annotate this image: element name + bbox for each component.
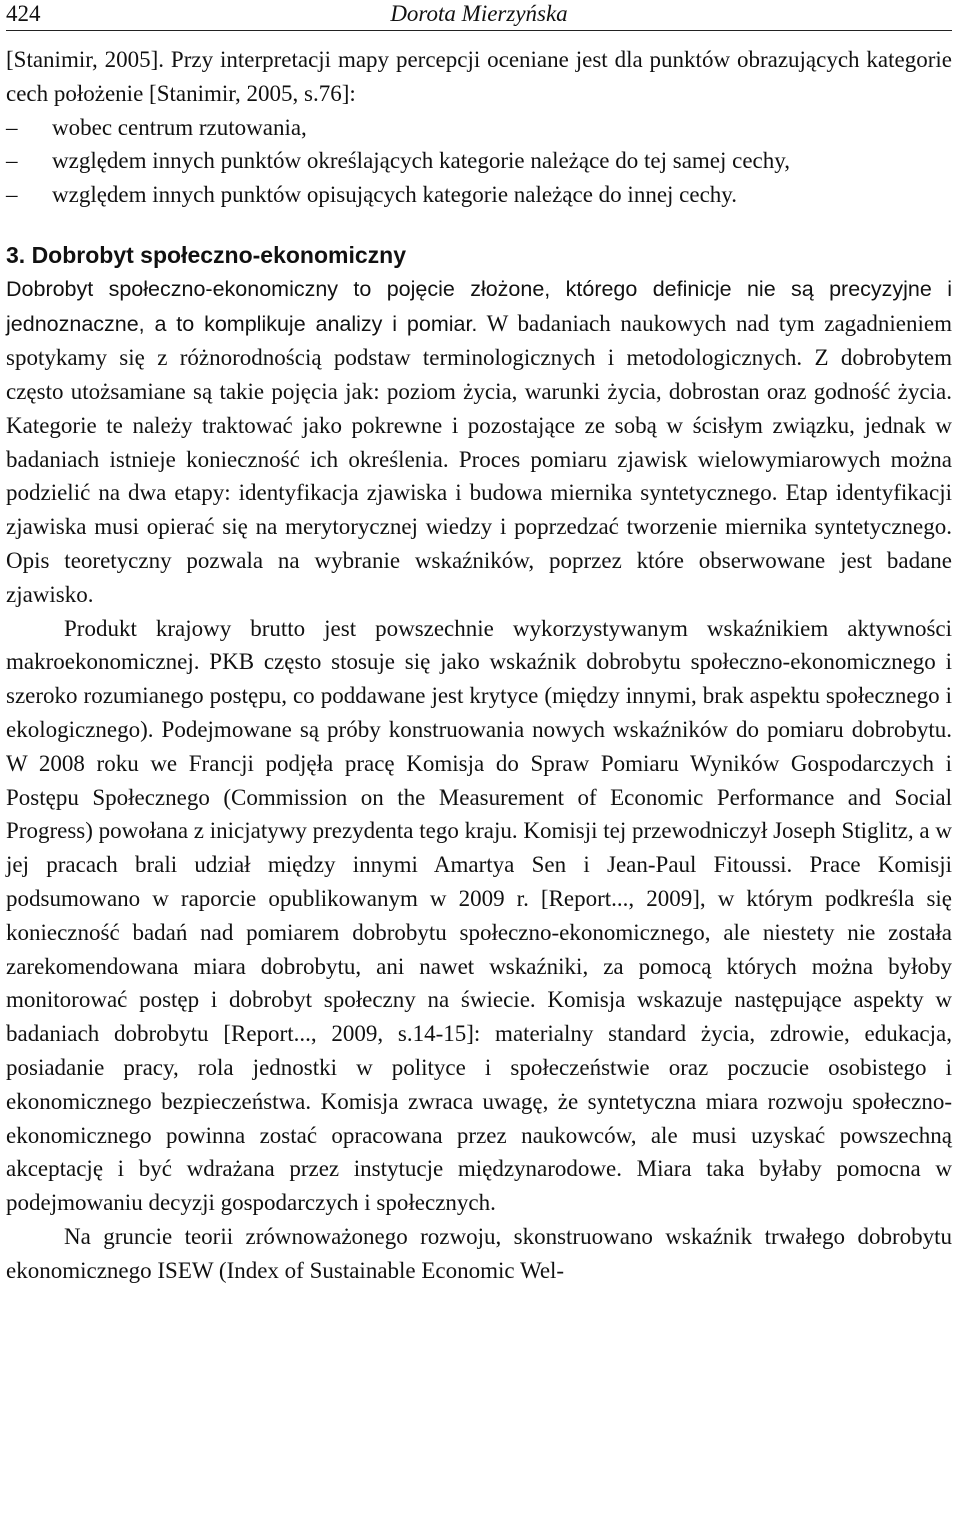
- list-item: [6, 144, 952, 178]
- document-page: [6, 0, 952, 1287]
- list-item: [6, 178, 952, 212]
- list-item-text: względem innych punktów określających kategorie należące do tej samej cechy,: [52, 148, 791, 174]
- section-lead-sentence: Dobrobyt społeczno-ekonomiczny to pojęcie złożone, którego definicje nie są precyzyjne i jednoznaczne, a to komplikuje analizy i pomiar.: [6, 276, 952, 336]
- criteria-list: [6, 111, 952, 212]
- dash-marker: –: [6, 114, 18, 140]
- section-heading: 3. Dobrobyt społeczno-ekonomiczny: [6, 241, 406, 268]
- paragraph-pkb: Produkt krajowy brutto jest powszechnie wykorzystywanym wskaźnikiem aktywności makroekonomicznej. PKB często stosuje się jako wskaźnik dobrobytu społeczno-ekonomicznego i szeroko rozumianego postępu, co poddawane jest krytyce (między innymi, brak aspektu społecznego i ekologicznego). Podejmowane są próby konstruowania nowych wskaźników do pomiaru dobrobytu. W 2008 roku we Francji podjęła pracę Komisja do Spraw Pomiaru Wyników Gospodarczych i Postępu Społecznego (Commission on the Measurement of Economic Performance and Social Progress) powołana z inicjatywy prezydenta tego kraju. Komisji tej przewodniczył Joseph Stiglitz, a w jej pracach brali udział między innymi Amartya Sen i Jean-Paul Fitoussi. Prace Komisji podsumowano w raporcie opublikowanym w 2009 r. [Report..., 2009], w którym podkreśla się konieczność badań nad pomiarem dobrobytu społeczno-ekonomicznego, ale niestety nie została zarekomendowana miara dobrobytu, ani nawet wskaźniki, za pomocą których można byłoby monitorować postęp i dobrobyt społeczny na świecie. Komisja wskazuje następujące aspekty w badaniach dobrobytu [Report..., 2009, s.14-15]: materialny standard życia, zdrowie, edukacja, posiadanie pracy, rola jednostki w polityce i społeczeństwie oraz poczucie osobistego i ekonomicznego bezpieczeństwa. Komisja zwraca uwagę, że syntetyczna miara rozwoju społeczno-ekonomicznego powinna zostać opracowana przez naukowców, ale musi uzyskać powszechną akceptację i być wdrażana przez instytucje międzynarodowe. Miara taka byłaby pomocna w podejmowaniu decyzji gospodarczych i społecznych.: [6, 615, 952, 1216]
- list-item: [6, 111, 952, 145]
- running-author: Dorota Mierzyńska: [390, 1, 568, 26]
- list-item-text: wobec centrum rzutowania,: [52, 114, 307, 140]
- body-text: [6, 43, 952, 1287]
- dash-marker: –: [6, 182, 18, 208]
- list-item-text: względem innych punktów opisujących kategorie należące do innej cechy.: [52, 182, 738, 208]
- section-paragraph-rest: W badaniach naukowych nad tym zagadnieniem spotykamy się z różnorodnością podstaw terminologicznych i metodologicznych. Z dobrobytem często utożsamiane są takie pojęcia jak: poziom życia, warunki życia, dobrostan oraz godność życia. Kategorie te należy traktować jako pokrewne i pozostające ze sobą w ścisłym związku, jednak w badaniach istnieje konieczność ich określenia. Proces pomiaru zjawisk wielowymiarowych można podzielić na dwa etapy: identyfikacja zjawiska i budowa miernika syntetycznego. Etap identyfikacji zjawiska musi opierać się na merytorycznej wiedzy i poprzedzać tworzenie miernika syntetycznego. Opis teoretyczny pozwala na wybranie wskaźników, poprzez które obserwowane jest badane zjawisko.: [6, 310, 952, 607]
- section-paragraph: [6, 272, 952, 612]
- dash-marker: –: [6, 148, 18, 174]
- page-number: 424: [6, 1, 41, 26]
- intro-paragraph: [Stanimir, 2005]. Przy interpretacji mapy percepcji oceniane jest dla punktów obrazujących kategorie cech położenie [Stanimir, 2005, s.76]:: [6, 47, 952, 106]
- running-header: [6, 0, 952, 31]
- paragraph-isew: Na gruncie teorii zrównoważonego rozwoju, skonstruowano wskaźnik trwałego dobrobytu ekonomicznego ISEW (Index of Sustainable Economic Wel-: [6, 1223, 952, 1283]
